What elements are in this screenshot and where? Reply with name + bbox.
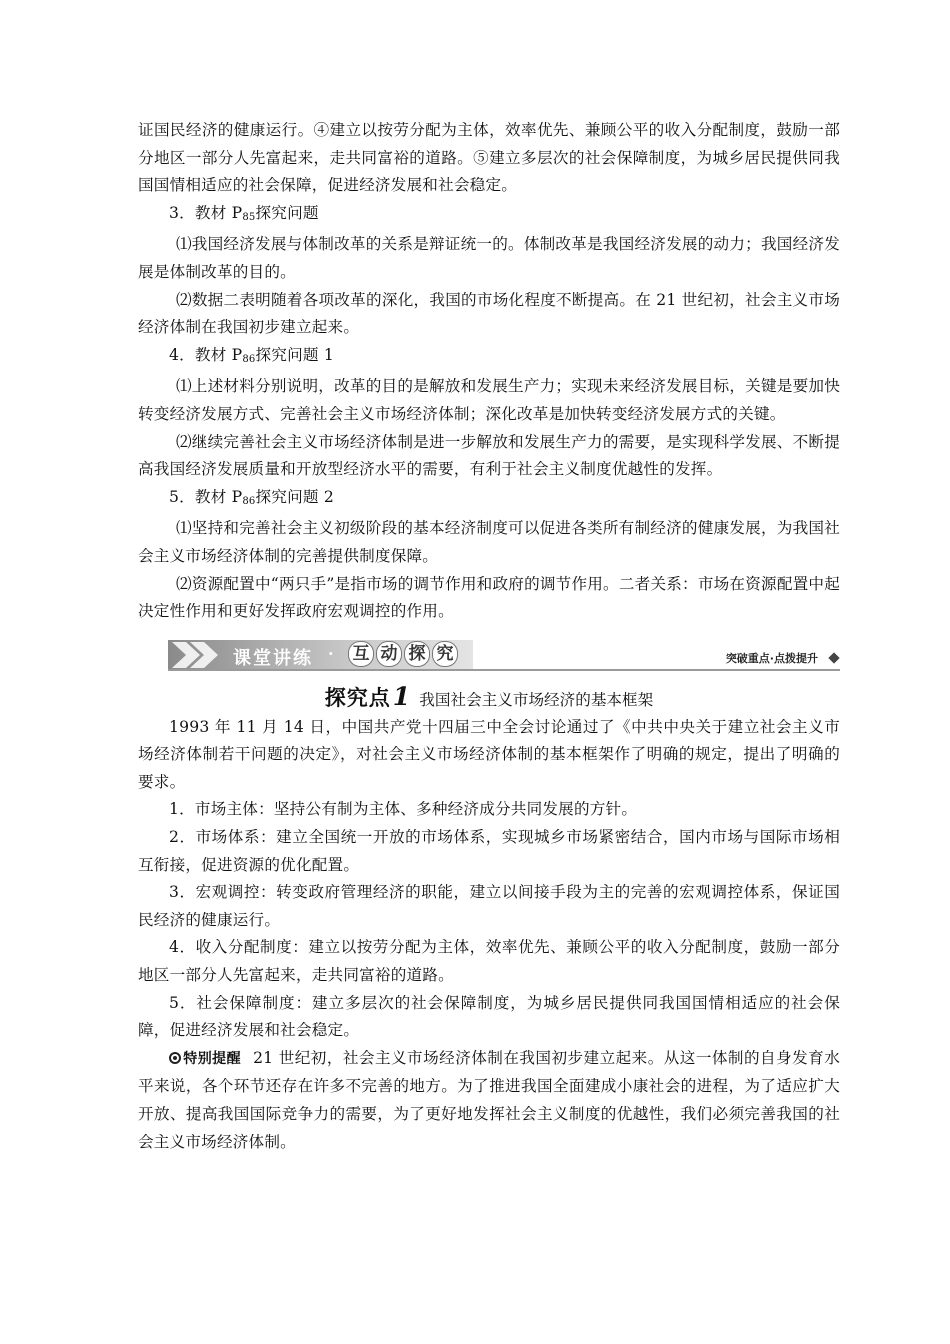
banner-char: 究 bbox=[432, 641, 458, 667]
answer-4-1: ⑴上述材料分别说明，改革的目的是解放和发展生产力；实现未来经济发展目标，关键是要加快转变经济发展方式、完善社会主义市场经济体制；深化改革是加快转变经济发展方式的关键。 bbox=[138, 377, 840, 423]
heading-4: 4．教材 $P_{86}$探究问题 1 bbox=[169, 345, 334, 365]
banner-separator: · bbox=[328, 643, 334, 663]
banner-tagline: 突破重点·点拨提升 bbox=[725, 651, 818, 665]
list-item-5: 5．社会保障制度：建立多层次的社会保障制度，为城乡居民提供同我国国情相适应的社会保障，促进经济发展和社会稳定。 bbox=[138, 993, 840, 1040]
answer-3-1: ⑴我国经济发展与体制改革的关系是辩证统一的。体制改革是我国经济发展的动力；我国经济发展是体制改革的目的。 bbox=[138, 235, 840, 281]
answer-5-1: ⑴坚持和完善社会主义初级阶段的基本经济制度可以促进各类所有制经济的健康发展，为我国社会主义市场经济体制的完善提供制度保障。 bbox=[138, 519, 840, 565]
special-note: 特别提醒 21 世纪初，社会主义市场经济体制在我国初步建立起来。从这一体制的自身发育水平来说，各个环节还存在许多不完善的地方。为了推进我国全面建成小康社会的进程，为了适应扩大开放、提高我国国际竞争力的需要，为了更好地发挥社会主义制度的优越性，我们必须完善我国的社会主义市场经济体制。 bbox=[138, 1048, 840, 1151]
banner-char: 互 bbox=[348, 641, 374, 667]
list-item-2: 2．市场体系：建立全国统一开放的市场体系，实现城乡市场紧密结合，国内市场与国际市场相互衔接，促进资源的优化配置。 bbox=[138, 828, 840, 874]
section-heading bbox=[138, 682, 840, 714]
heading-5: 5．教材 $P_{86}$探究问题 2 bbox=[169, 487, 334, 507]
section-title: 我国社会主义市场经济的基本框架 bbox=[419, 690, 654, 709]
target-icon bbox=[169, 1052, 181, 1064]
banner-title-left: 课堂讲练 bbox=[233, 647, 313, 669]
section-number: 1 bbox=[392, 681, 411, 711]
list-item-4: 4．收入分配制度：建立以按劳分配为主体，效率优先、兼顾公平的收入分配制度，鼓励一部分地区一部分人先富起来，走共同富裕的道路。 bbox=[138, 938, 840, 985]
section-banner bbox=[138, 638, 840, 674]
answer-3-2: ⑵数据二表明随着各项改革的深化，我国的市场化程度不断提高。在 21 世纪初，社会主义市场经济体制在我国初步建立起来。 bbox=[138, 290, 840, 337]
answer-4-2: ⑵继续完善社会主义市场经济体制是进一步解放和发展生产力的需要，是实现科学发展、不断提高我国经济发展质量和开放型经济水平的需要，有利于社会主义制度优越性的发挥。 bbox=[138, 432, 840, 479]
document-page bbox=[138, 0, 840, 1156]
banner-char: 探 bbox=[404, 641, 430, 667]
double-chevron-icon bbox=[168, 640, 228, 670]
diamond-icon bbox=[828, 652, 839, 663]
answer-5-2: ⑵资源配置中“两只手”是指市场的调节作用和政府的调节作用。二者关系：市场在资源配置中起决定性作用和更好发挥政府宏观调控的作用。 bbox=[138, 574, 840, 621]
intro-paragraph: 1993 年 11 月 14 日，中国共产党十四届三中全会讨论通过了《中共中央关于建立社会主义市场经济体制若干问题的决定》，对社会主义市场经济体制的基本框架作了明确的规定，提出了明确的要求。 bbox=[138, 717, 840, 791]
paragraph-continuation: 证国民经济的健康运行。④建立以按劳分配为主体，效率优先、兼顾公平的收入分配制度，鼓励一部分地区一部分人先富起来，走共同富裕的道路。⑤建立多层次的社会保障制度，为城乡居民提供同我国国情相适应的社会保障，促进经济发展和社会稳定。 bbox=[138, 121, 840, 195]
heading-3: 3．教材 $P_{85}$探究问题 bbox=[169, 203, 319, 223]
list-item-1: 1．市场主体：坚持公有制为主体、多种经济成分共同发展的方针。 bbox=[169, 800, 638, 819]
banner-char: 动 bbox=[376, 641, 402, 667]
note-tag: 特别提醒 bbox=[169, 1051, 241, 1067]
banner-title-right bbox=[348, 641, 458, 667]
section-label: 探究点 bbox=[324, 685, 391, 710]
list-item-3: 3．宏观调控：转变政府管理经济的职能，建立以间接手段为主的完善的宏观调控体系，保证国民经济的健康运行。 bbox=[138, 883, 840, 929]
